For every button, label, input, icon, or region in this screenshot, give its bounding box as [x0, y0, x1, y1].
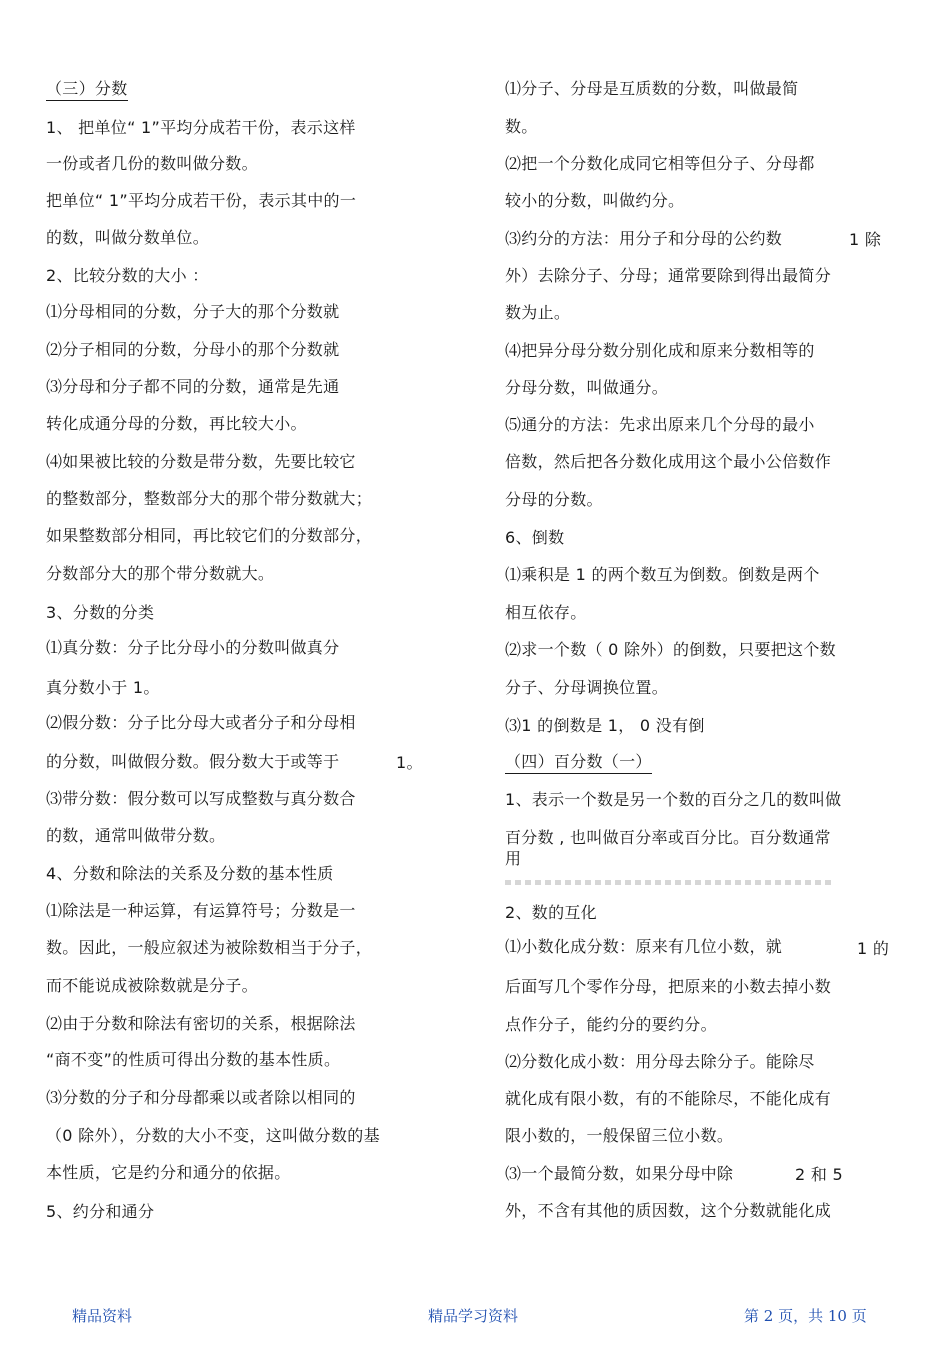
text-line: 分母的分数。 — [505, 490, 603, 509]
text-line: 数为止。 — [505, 303, 571, 322]
footer-left-label: 精品资料 — [72, 1307, 133, 1325]
text-line: 限小数的，一般保留三位小数。 — [505, 1126, 734, 1145]
text-line: ⑷如果被比较的分数是带分数，先要比较它 — [46, 452, 356, 471]
text-line: ⑸通分的方法：先求出原来几个分母的最小 — [505, 415, 815, 434]
text-line: ⑶带分数：假分数可以写成整数与真分数合 — [46, 789, 356, 808]
text-line: 而不能说成被除数就是分子。 — [46, 976, 258, 995]
text-line: 相互依存。 — [505, 603, 587, 622]
text-line: 数。因此，一般应叙述为被除数相当于分子， — [46, 938, 373, 957]
text-line-fragment: 1 的 — [857, 939, 890, 958]
text-line: ⑵由于分数和除法有密切的关系，根据除法 — [46, 1014, 356, 1033]
subheading-reciprocal: 6、倒数 — [505, 528, 565, 547]
text-line: 1、表示一个数是另一个数的百分之几的数叫做 — [505, 790, 842, 809]
text-line: ⑶分数的分子和分母都乘以或者除以相同的 — [46, 1088, 356, 1107]
text-line: 较小的分数，叫做约分。 — [505, 191, 685, 210]
footer-center-label: 精品学习资料 — [428, 1307, 519, 1325]
text-line: 点作分子，能约分的要约分。 — [505, 1015, 717, 1034]
text-line: ⑴小数化成分数：原来有几位小数，就 — [505, 937, 783, 956]
text-line-fragment: 1。 — [396, 753, 423, 772]
text-line: ⑵把一个分数化成同它相等但分子、分母都 — [505, 154, 815, 173]
cut-off-text-line — [505, 880, 835, 885]
text-line: 本性质，它是约分和通分的依据。 — [46, 1163, 291, 1182]
text-line: 把单位“ 1”平均分成若干份，表示其中的一 — [46, 191, 357, 210]
text-line: 就化成有限小数，有的不能除尽，不能化成有 — [505, 1089, 832, 1108]
subheading-reduce: 5、约分和通分 — [46, 1202, 155, 1221]
text-line: 真分数小于 1。 — [46, 678, 160, 697]
text-line: 的数，通常叫做带分数。 — [46, 826, 226, 845]
text-line: 的整数部分，整数部分大的那个带分数就大； — [46, 489, 373, 508]
subheading-conversion: 2、数的互化 — [505, 903, 597, 922]
text-line: 后面写几个零作分母，把原来的小数去掉小数 — [505, 977, 832, 996]
text-line-fragment: 2 和 5 — [795, 1165, 844, 1184]
subheading-division: 4、分数和除法的关系及分数的基本性质 — [46, 864, 334, 883]
text-line: ⑶约分的方法：用分子和分母的公约数 — [505, 229, 783, 248]
text-line: ⑶1 的倒数是 1， 0 没有倒 — [505, 716, 705, 735]
text-line: 分子、分母调换位置。 — [505, 678, 669, 697]
text-line: 用 — [505, 849, 522, 868]
text-line: 倍数，然后把各分数化成用这个最小公倍数作 — [505, 452, 832, 471]
text-line: 分数部分大的那个带分数就大。 — [46, 564, 275, 583]
subheading-compare: 2、比较分数的大小 ： — [46, 266, 209, 285]
section-title-percent: （四）百分数（一） — [505, 752, 652, 774]
text-line: （0 除外），分数的大小不变，这叫做分数的基 — [46, 1126, 380, 1145]
section-title-fractions: （三）分数 — [46, 79, 128, 101]
text-line: 外，不含有其他的质因数，这个分数就能化成 — [505, 1201, 832, 1220]
text-line: 外）去除分子、分母；通常要除到得出最简分 — [505, 266, 832, 285]
text-line: 的分数，叫做假分数。假分数大于或等于 — [46, 752, 340, 771]
text-line: 百分数 , 也叫做百分率或百分比。百分数通常 — [505, 828, 831, 847]
text-line: ⑴乘积是 1 的两个数互为倒数。倒数是两个 — [505, 565, 820, 584]
text-line-fragment: 1 除 — [849, 230, 882, 249]
text-line: ⑶一个最简分数，如果分母中除 — [505, 1164, 734, 1183]
text-line: 分母分数，叫做通分。 — [505, 378, 669, 397]
text-line: ⑵求一个数（ 0 除外）的倒数，只要把这个数 — [505, 640, 836, 659]
text-line: 如果整数部分相同，再比较它们的分数部分， — [46, 526, 373, 545]
text-line: ⑴分子、分母是互质数的分数，叫做最简 — [505, 79, 799, 98]
text-line: 1、 把单位“ 1”平均分成若干份，表示这样 — [46, 118, 356, 137]
text-line: ⑴分母相同的分数，分子大的那个分数就 — [46, 302, 340, 321]
text-line: ⑷把异分母分数分别化成和原来分数相等的 — [505, 341, 815, 360]
text-line: ⑴除法是一种运算，有运算符号；分数是一 — [46, 901, 356, 920]
subheading-classification: 3、分数的分类 — [46, 603, 155, 622]
text-line: ⑵分数化成小数：用分母去除分子。能除尽 — [505, 1052, 815, 1071]
text-line: “商不变”的性质可得出分数的基本性质。 — [46, 1050, 341, 1069]
text-line: 转化成通分母的分数，再比较大小。 — [46, 414, 307, 433]
text-line: 数。 — [505, 117, 538, 136]
text-line: ⑵假分数：分子比分母大或者分子和分母相 — [46, 713, 356, 732]
page-number: 第 2 页，共 10 页 — [744, 1307, 867, 1325]
text-line: 的数，叫做分数单位。 — [46, 228, 210, 247]
text-line: ⑵分子相同的分数，分母小的那个分数就 — [46, 340, 340, 359]
text-line: ⑴真分数：分子比分母小的分数叫做真分 — [46, 638, 340, 657]
text-line: 一份或者几份的数叫做分数。 — [46, 154, 258, 173]
text-line: ⑶分母和分子都不同的分数，通常是先通 — [46, 377, 340, 396]
